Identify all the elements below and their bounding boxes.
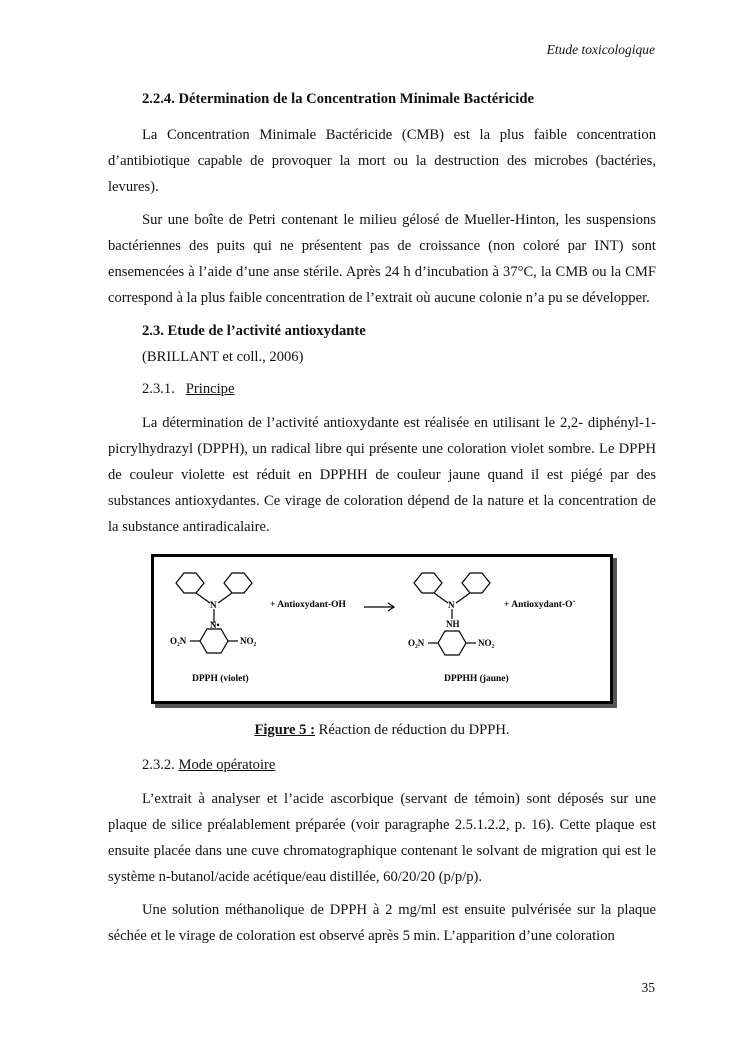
product-antioxidant-radical: + Antioxydant-O˙ [504,600,576,610]
reagent-antioxidant-oh: + Antioxydant-OH [270,600,346,610]
nitro-group-right: NO₂ [240,636,257,646]
nitro-group-right: NO₂ [478,638,495,648]
dpph-label: DPPH (violet) [192,674,249,684]
citation: (BRILLANT et coll., 2006) [142,349,304,365]
phenyl-ring-left-2 [224,573,252,593]
section-heading-2-3: 2.3. Etude de l’activité antioxydante [142,323,366,339]
page-number: 35 [641,980,655,995]
nitrogen-radical: N• [210,620,220,630]
paragraph: La Concentration Minimale Bactéricide (CMB) est la plus faible concentration d’antibiotique capable de provoquer la mort ou la destruction des microbes (bactéries, levures). [108,127,656,195]
figure-label: Figure 5 : [254,722,315,738]
nitrogen-atom: N [210,600,217,610]
picryl-ring-left [200,629,228,653]
dpph-reaction-diagram [154,557,610,701]
dpphh-label: DPPHH (jaune) [444,674,509,684]
paragraph: Sur une boîte de Petri contenant le milieu gélosé de Mueller-Hinton, les suspensions bactériennes des puits qui ne présentent pas de croissance (non coloré par INT) sont ensemencées à l’aide d’une anse stérile. Après 24 h d’incubation à 37°C, la CMB ou la CMF correspond à la plus faible concentration de l’extrait où aucune colonie n’a pu se développer. [108,212,656,306]
subsection-heading-2-3-2 [108,752,656,778]
phenyl-ring-left-1 [176,573,204,593]
picryl-ring-right [438,631,466,655]
paragraph: La détermination de l’activité antioxydante est réalisée en utilisant le 2,2- diphényl-1-picrylhydrazyl (DPPH), un radical libre qui présente une coloration violet sombre. Le DPPH de couleur violette est réduit en DPPHH de couleur jaune quand il est piégé par des substances antioxydantes. Ce virage de coloration dépend de la nature et la concentration de la substance antiradicalaire. [108,415,656,535]
paragraph: L’extrait à analyser et l’acide ascorbique (servant de témoin) sont déposés sur une plaque de silice préalablement préparée (voir paragraphe 2.5.1.2.2, p. 16). Cette plaque est ensuite placée dans une cuve chromatographique contenant le solvant de migration qui est le système n-butanol/acide acétique/eau distillée, 60/20/20 (p/p/p). [108,791,656,885]
page-body [108,86,656,956]
nitro-group-left: O₂N [408,638,425,648]
figure-dpph-reaction [151,554,613,704]
phenyl-ring-right-1 [414,573,442,593]
nh-group: NH [446,619,460,629]
paragraph: Une solution méthanolique de DPPH à 2 mg/ml est ensuite pulvérisée sur la plaque séchée et le virage de coloration est observé après 5 min. L’apparition d’une coloration [108,902,656,944]
subsection-number: 2.3.1. [142,381,175,397]
nitro-group-left: O₂N [170,636,187,646]
subsection-title: Mode opératoire [178,757,276,773]
subsection-heading-2-3-1 [108,376,656,402]
phenyl-ring-right-2 [462,573,490,593]
subsection-number: 2.3.2. [142,757,175,773]
section-heading-2-2-4: 2.2.4. Détermination de la Concentration Minimale Bactéricide [142,91,534,107]
running-header: Etude toxicologique [546,42,655,57]
nitrogen-atom: N [448,600,455,610]
figure-caption-text: Réaction de réduction du DPPH. [314,722,510,738]
figure-caption [108,720,656,740]
subsection-title: Principe [185,381,235,397]
